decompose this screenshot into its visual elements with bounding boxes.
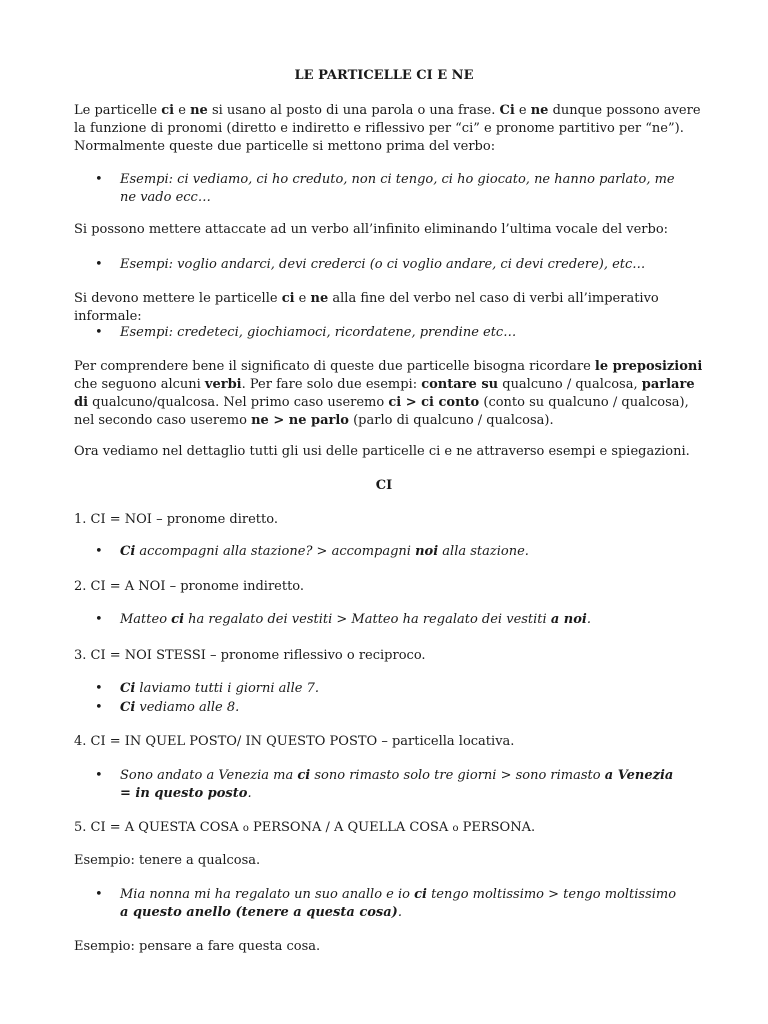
bullet: • <box>95 887 103 902</box>
paragraph-2: Si possono mettere attaccate ad un verbo all’infinito eliminando l’ultima vocale del verbo: <box>74 222 669 237</box>
p4-bold: contare su <box>421 377 499 392</box>
p4-text: Per comprendere bene il significato di queste due particelle bisogna ricordare <box>74 359 595 374</box>
p3-bold-ne: ne <box>310 291 329 306</box>
intro-text: si usano al posto di una parola o una frase. <box>207 103 500 118</box>
item-5-text: PERSONA / A QUELLA COSA <box>248 820 453 835</box>
example-1: Esempi: ci vediamo, ci ho creduto, non ci tengo, ci ho giocato, ne hanno parlato, me ne vado ecc… <box>120 172 675 205</box>
item-3-example-2 <box>120 699 680 717</box>
item-5-text: 5. CI = A QUESTA COSA <box>74 820 243 835</box>
paragraph-4 <box>74 358 704 430</box>
example-text: Matteo <box>120 612 172 627</box>
example-bold: a questo anello (tenere a questa cosa) <box>120 905 398 920</box>
p4-text: che seguono alcuni <box>74 377 205 392</box>
example-bold: a Venezia = in questo posto <box>120 768 674 801</box>
p4-text: (parlo di qualcuno / qualcosa). <box>348 413 554 428</box>
p3-bold-ci: ci <box>281 291 295 306</box>
intro-text: e <box>514 103 531 118</box>
p4-text: (conto su qualcuno / qualcosa), nel secondo caso useremo <box>74 395 689 428</box>
example-text: . <box>397 905 402 920</box>
p3-text: Si devono mettere le particelle <box>74 291 282 306</box>
example-bold: ci <box>414 887 427 902</box>
intro-bold-ci: ci <box>161 103 175 118</box>
example-text: vediamo alle 8. <box>135 700 240 715</box>
intro-text: Le particelle <box>74 103 162 118</box>
item-4: 4. CI = IN QUEL POSTO/ IN QUESTO POSTO – particella locativa. <box>74 734 515 749</box>
example-bold: Ci <box>120 544 136 559</box>
example-text: Mia nonna mi ha regalato un suo anallo e io <box>120 887 415 902</box>
p4-bold: ci > ci conto <box>388 395 480 410</box>
example-text: alla stazione. <box>438 544 529 559</box>
example-text: sono rimasto solo tre giorni > sono rimasto <box>310 768 605 783</box>
p4-bold: le preposizioni <box>594 359 703 374</box>
intro-paragraph <box>74 102 704 156</box>
p3-text: e <box>294 291 311 306</box>
p4-text: qualcuno / qualcosa, <box>498 377 642 392</box>
item-5-small-o: o <box>242 823 249 834</box>
item-3-example-1 <box>120 680 680 698</box>
item-4-example <box>120 767 680 803</box>
bullet: • <box>95 257 103 272</box>
example-text: . <box>247 786 252 801</box>
intro-bold-ne: ne <box>190 103 208 118</box>
section-heading-ci: CI <box>375 478 393 493</box>
bullet: • <box>95 681 103 696</box>
paragraph-5: Ora vediamo nel dettaglio tutti gli usi delle particelle ci e ne attraverso esempi e spiegazioni. <box>74 444 690 459</box>
example-label-1: Esempio: tenere a qualcosa. <box>74 853 261 868</box>
item-3: 3. CI = NOI STESSI – pronome riflessivo o reciproco. <box>74 648 426 663</box>
example-2: Esempi: voglio andarci, devi crederci (o ci voglio andare, ci devi credere), etc… <box>120 257 646 272</box>
example-bold: Ci <box>120 700 136 715</box>
p4-bold: ne > ne parlo <box>251 413 349 428</box>
example-text: accompagni alla stazione? > accompagni <box>135 544 416 559</box>
example-text: . <box>586 612 591 627</box>
p4-text: . Per fare solo due esempi: <box>241 377 422 392</box>
example-bold: ci <box>171 612 185 627</box>
item-5-small-o: o <box>452 823 459 834</box>
intro-bold-ci: Ci <box>499 103 515 118</box>
item-1-example <box>120 543 680 561</box>
item-5-example <box>120 886 680 922</box>
item-2-example <box>120 611 680 629</box>
example-label-2: Esempio: pensare a fare questa cosa. <box>74 939 321 954</box>
example-bold: a noi <box>550 612 587 627</box>
example-text: Sono andato a Venezia ma <box>120 768 298 783</box>
item-2: 2. CI = A NOI – pronome indiretto. <box>74 579 305 594</box>
bullet: • <box>95 325 103 340</box>
item-1: 1. CI = NOI – pronome diretto. <box>74 512 278 527</box>
item-5 <box>74 819 704 838</box>
example-text: ha regalato dei vestiti > Matteo ha regalato dei vestiti <box>184 612 551 627</box>
paragraph-3 <box>74 290 704 326</box>
document-title: LE PARTICELLE CI E NE <box>294 68 474 83</box>
bullet: • <box>95 700 103 715</box>
p4-text: qualcuno/qualcosa. Nel primo caso useremo <box>88 395 389 410</box>
bullet: • <box>95 544 103 559</box>
example-3: Esempi: credeteci, giochiamoci, ricordatene, prendine etc… <box>120 325 517 340</box>
intro-text: dunque possono avere la funzione di pronomi (diretto e indiretto e riflessivo per “ci” e pronome partitivo per “ne”). Normalmente queste due particelle si mettono prima del verbo: <box>74 103 701 154</box>
item-5-text: PERSONA. <box>458 820 536 835</box>
bullet: • <box>95 612 103 627</box>
bullet: • <box>95 768 103 783</box>
p4-bold: verbi <box>204 377 242 392</box>
example-bold: Ci <box>120 681 136 696</box>
intro-bold-ne: ne <box>530 103 549 118</box>
example-text: laviamo tutti i giorni alle 7. <box>135 681 319 696</box>
p4-bold: parlare di <box>74 377 695 410</box>
p3-text: alla fine del verbo nel caso di verbi all’imperativo informale: <box>74 291 659 324</box>
example-text: tengo moltissimo > tengo moltissimo <box>426 887 677 902</box>
bullet: • <box>95 172 103 187</box>
example-bold: ci <box>297 768 311 783</box>
example-bold: noi <box>415 544 439 559</box>
intro-text: e <box>174 103 191 118</box>
